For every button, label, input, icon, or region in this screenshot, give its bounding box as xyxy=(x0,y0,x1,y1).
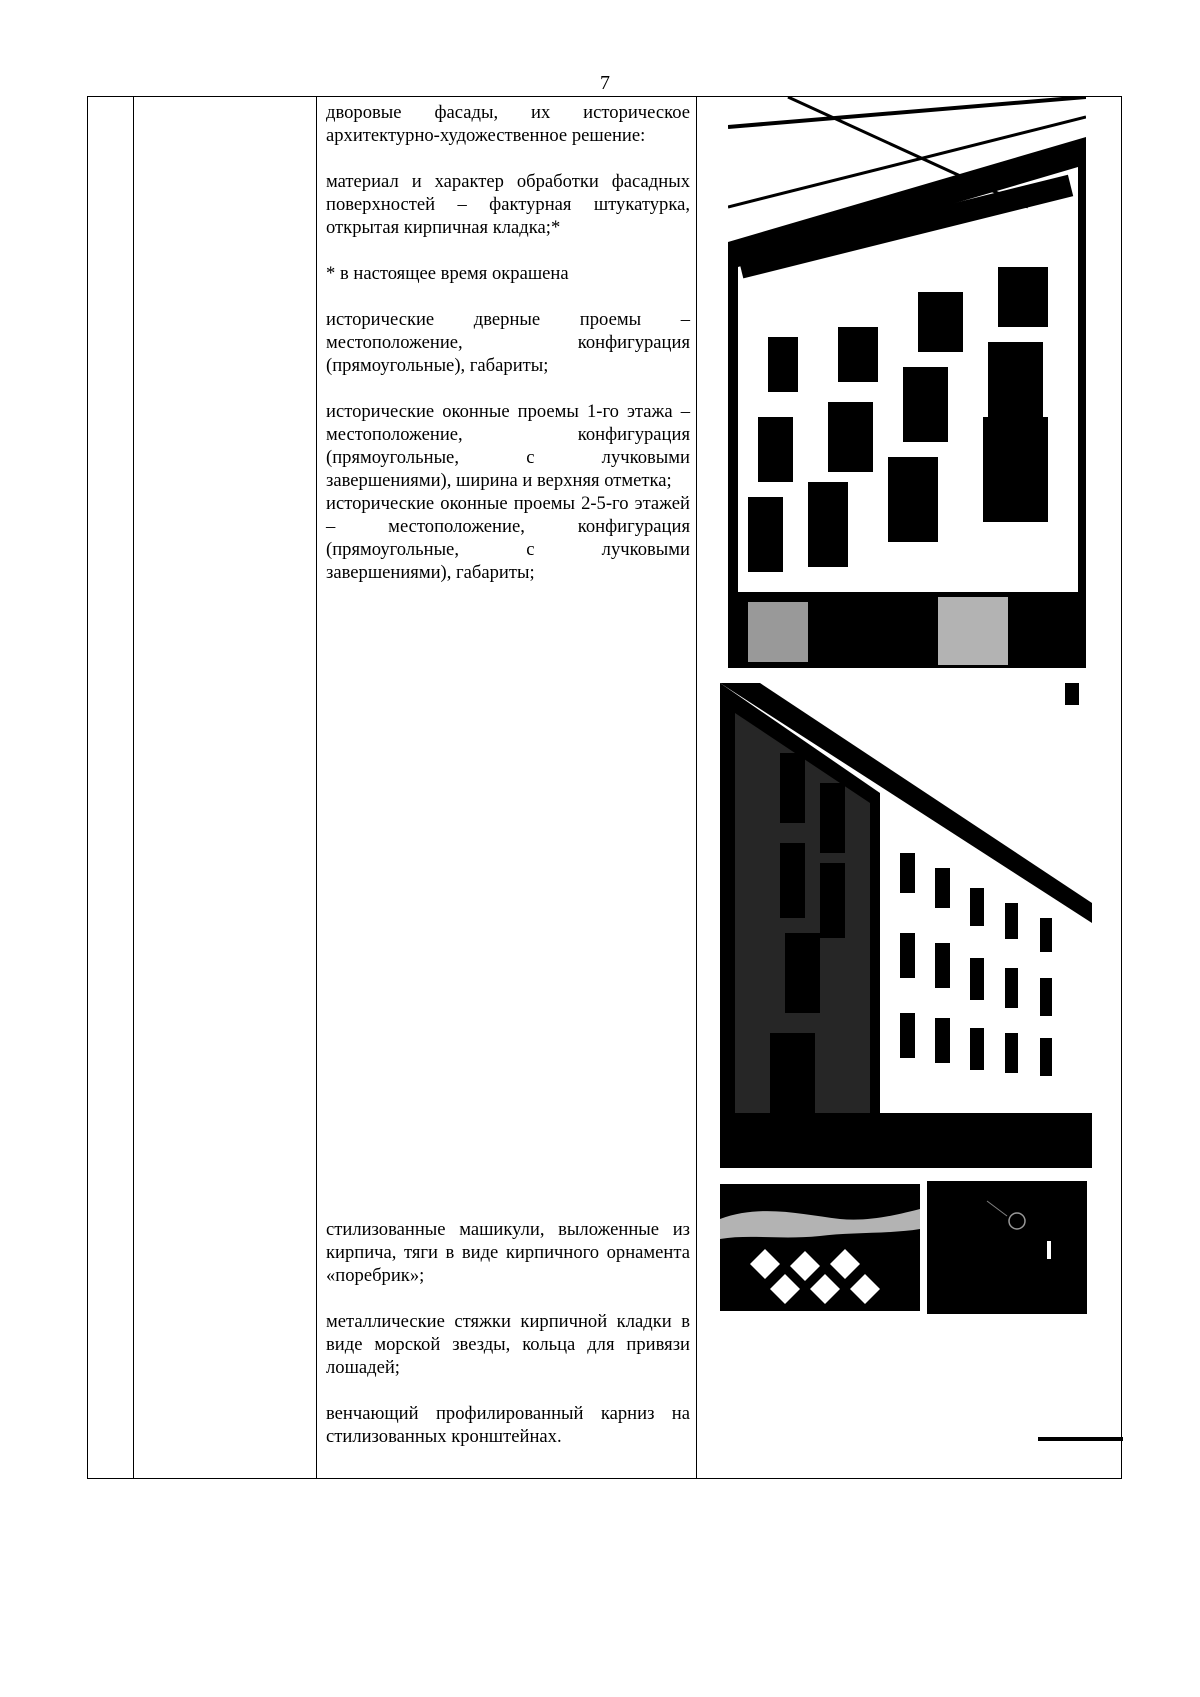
building-perspective-photo-icon xyxy=(720,683,1092,1168)
column-divider xyxy=(316,97,317,1478)
column-divider xyxy=(133,97,134,1478)
description-column-lower xyxy=(326,1218,690,1448)
paragraph-machicolations: стилизованные машикули, выложенные из кирпича, тяги в виде кирпичного орнамента «поребрик»; xyxy=(326,1219,690,1286)
paragraph-ground-floor-windows: исторические оконные проемы 1-го этажа – местоположение, конфигурация (прямоугольные, с лучковыми завершениями), ширина и верхняя отметка; xyxy=(326,401,690,491)
column-divider xyxy=(696,97,697,1478)
scan-artifact-line xyxy=(1038,1437,1123,1441)
metal-anchor-photo-icon xyxy=(720,1184,920,1311)
paragraph-surface-material: материал и характер обработки фасадных поверхностей – фактурная штукатурка, открытая кирпичная кладка;* xyxy=(326,171,690,238)
page-number: 7 xyxy=(600,72,610,94)
paragraph-footnote-painted: * в настоящее время окрашена xyxy=(326,263,569,284)
paragraph-cornice: венчающий профилированный карниз на стилизованных кронштейнах. xyxy=(326,1403,690,1447)
description-column xyxy=(326,101,690,584)
hitching-ring-photo xyxy=(927,1181,1087,1314)
courtyard-facade-perspective-photo xyxy=(720,683,1092,1168)
paragraph-metal-ties: металлические стяжки кирпичной кладки в виде морской звезды, кольца для привязи лошадей; xyxy=(326,1311,690,1378)
paragraph-courtyard-facades: дворовые фасады, их историческое архитектурно-художественное решение: xyxy=(326,102,690,146)
building-facade-photo-icon xyxy=(728,97,1086,668)
paragraph-door-openings: исторические дверные проемы – местоположение, конфигурация (прямоугольные), габариты; xyxy=(326,309,690,376)
starfish-tie-anchor-photo xyxy=(720,1184,920,1311)
hitching-ring-photo-icon xyxy=(927,1181,1087,1314)
document-table xyxy=(87,96,1122,1479)
paragraph-upper-floor-windows: исторические оконные проемы 2-5-го этажей – местоположение, конфигурация (прямоугольные, с лучковыми завершениями), габариты; xyxy=(326,493,690,583)
courtyard-facade-closeup-photo xyxy=(728,97,1086,668)
